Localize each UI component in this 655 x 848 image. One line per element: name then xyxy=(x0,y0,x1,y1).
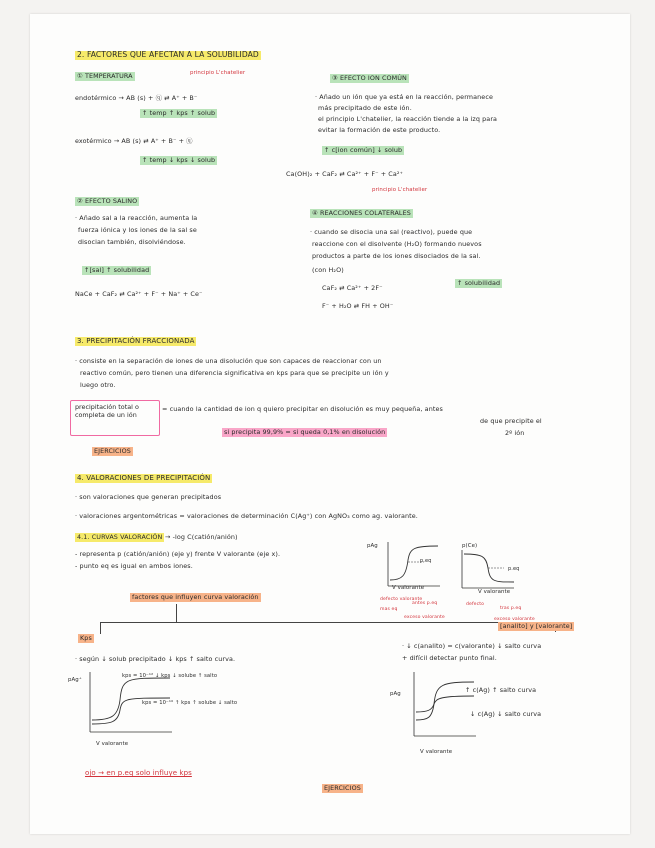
temp-heading: ① TEMPERATURA xyxy=(77,72,133,80)
kps-curve-1-label: kps = 10⁻¹² ↓ kps ↓ solube ↑ salto xyxy=(122,673,218,679)
common-ion-result: ↑ c[ion común] ↓ solub xyxy=(324,146,403,154)
salt-text-2: fuerza iónica y los iones de la sal se xyxy=(78,226,197,234)
valor-text-2: · valoraciones argentométricas = valoraciones de determinación C(Ag⁺) con AgNO₃ como ag. valorante. xyxy=(75,512,418,520)
curve1-y-label: pAg xyxy=(367,543,378,549)
concentration-text-1: · ↓ c(analito) = c(valorante) ↓ salto curva xyxy=(402,642,542,650)
endo-equation: endotérmico → AB (s) + ⓠ ⇄ A⁺ + B⁻ xyxy=(75,94,198,102)
concentration-heading: [analito] y [valorante] xyxy=(500,622,573,630)
kps-y-label: pAg⁺ xyxy=(68,677,82,683)
precip-definition-3: 2º ión xyxy=(505,429,525,437)
common-ion-heading: ③ EFECTO ION COMÚN xyxy=(332,74,407,82)
curve2-legend-after: tras p.eq xyxy=(500,606,522,611)
concentration-curve-sketch xyxy=(410,670,480,740)
curve1-x-label: V valorante xyxy=(392,585,425,591)
salt-text-3: disocian también, disolviéndose. xyxy=(78,238,186,246)
concentration-text-2: + difícil detectar punto final. xyxy=(402,654,497,662)
section-4-title: 4. VALORACIONES DE PRECIPITACIÓN xyxy=(77,474,211,482)
curve2-legend-defect: defecto xyxy=(466,602,485,607)
temp-principle-note: principio L'chatelier xyxy=(190,70,246,76)
curves-equivalence: - punto eq es igual en ambos iones. xyxy=(75,562,193,570)
curves-representation: - representa p (catión/anión) (eje y) frente V valorante (eje x). xyxy=(75,550,281,558)
concentration-x-label: V valorante xyxy=(420,749,453,755)
curve1-legend-excess: exceso valorante xyxy=(404,615,445,620)
curve1-legend-defect: defecto valorante xyxy=(380,597,423,602)
kps-curve-2-label: kps = 10⁻¹⁰ ↑ kps ↑ solube ↓ salto xyxy=(142,700,238,706)
curve-factors-label: factores que influyen curva valoración xyxy=(132,593,259,601)
section-3-title: 3. PRECIPITACIÓN FRACCIONADA xyxy=(77,337,195,345)
precip-text-1: · consiste en la separación de iones de una disolución que son capaces de reaccionar con un xyxy=(75,357,382,365)
common-ion-text-2: más precipitado de este ión. xyxy=(318,104,412,112)
precip-definition-1: = cuando la cantidad de ion q quiero precipitar en disolución es muy pequeña, antes xyxy=(162,405,443,413)
salt-equation: NaCe + CaF₂ ⇄ Ca²⁺ + F⁻ + Na⁺ + Ce⁻ xyxy=(75,290,203,298)
tree-left-branch xyxy=(100,622,101,634)
exo-equation: exotérmico → AB (s) ⇄ A⁺ + B⁻ + ⓠ xyxy=(75,137,193,145)
side-text-4: (con H₂O) xyxy=(312,266,344,274)
precip-text-2: reactivo común, pero tienen una diferencia significativa en kps para que se precipite un ión y xyxy=(80,369,389,377)
footer-exercises-label: EJERCICIOS xyxy=(324,784,361,792)
curve1-legend-more: mas eq xyxy=(380,607,398,612)
section-2-title: 2. FACTORES QUE AFECTAN A LA SOLUBILIDAD xyxy=(77,50,259,59)
curve2-y-label: p(Ce) xyxy=(462,543,478,549)
side-text-3: productos a parte de los iones disociados de la sal. xyxy=(312,252,481,260)
kps-heading: Kps xyxy=(80,634,92,642)
total-precipitation-label: precipitación total o completa de un ión xyxy=(75,403,139,420)
salt-text-1: · Añado sal a la reacción, aumenta la xyxy=(75,214,198,222)
salt-heading: ② EFECTO SALINO xyxy=(77,197,138,205)
common-ion-principle-note: principio L'chatelier xyxy=(372,187,428,193)
side-equation-2: F⁻ + H₂O ⇄ FH + OH⁻ xyxy=(322,302,394,310)
curve2-x-label: V valorante xyxy=(478,589,511,595)
side-text-2: reaccione con el disolvente (H₂O) formando nuevos xyxy=(312,240,482,248)
endo-result: ↑ temp ↑ kps ↑ solub xyxy=(142,109,216,117)
curve2-eq-label: p.eq xyxy=(508,566,520,572)
precip-definition-2: de que precipite el xyxy=(480,417,542,425)
precip-text-3: luego otro. xyxy=(80,381,116,389)
side-result: ↑ solubilidad xyxy=(457,279,501,287)
common-ion-text-3: el principio L'chatelier, la reacción tiende a la izq para xyxy=(318,115,498,123)
side-text-1: · cuando se disocia una sal (reactivo), puede que xyxy=(310,228,473,236)
concentration-curve-2-label: ↓ c(Ag) ↓ salto curva xyxy=(470,710,542,718)
tree-branch xyxy=(100,622,555,623)
exo-result: ↑ temp ↓ kps ↓ solub xyxy=(142,156,216,164)
salt-result: ↑[sal] ↑ solubilidad xyxy=(84,266,150,274)
common-ion-equation: Ca(OH)₂ + CaF₂ ⇄ Ca²⁺ + F⁻ + Ca²⁺ xyxy=(286,170,404,178)
valor-text-1: · son valoraciones que generan precipitados xyxy=(75,493,222,501)
curve1-eq-label: p.eq xyxy=(420,558,432,564)
curve-sketch-1 xyxy=(384,540,444,590)
side-reactions-heading: ④ REACCIONES COLATERALES xyxy=(312,209,411,217)
common-ion-text-1: · Añado un ión que ya está en la reacción, permanece xyxy=(315,93,493,101)
tree-stem xyxy=(176,604,177,622)
curve2-legend-excess: exceso valorante xyxy=(494,617,535,622)
precip-exercises-label: EJERCICIOS xyxy=(94,447,131,455)
curves-heading: 4.1. CURVAS VALORACIÓN xyxy=(77,533,163,541)
kps-x-label: V valorante xyxy=(96,741,129,747)
footer-note: ojo → en p.eq solo influye kps xyxy=(85,769,192,777)
concentration-curve-1-label: ↑ c(Ag) ↑ salto curva xyxy=(465,686,537,694)
kps-text: · según ↓ solub precipitado ↓ kps ↑ salto curva. xyxy=(75,655,236,663)
curves-note: → -log C(catión/anión) xyxy=(165,533,238,541)
side-equation-1: CaF₂ ⇄ Ca²⁺ + 2F⁻ xyxy=(322,284,383,292)
curve1-legend-before: antes p.eq xyxy=(412,601,438,606)
common-ion-text-4: evitar la formación de este producto. xyxy=(318,126,441,134)
precip-percent-note: si precipita 99,9% = si queda 0,1% en disolución xyxy=(224,428,386,436)
concentration-y-label: pAg xyxy=(390,691,401,697)
